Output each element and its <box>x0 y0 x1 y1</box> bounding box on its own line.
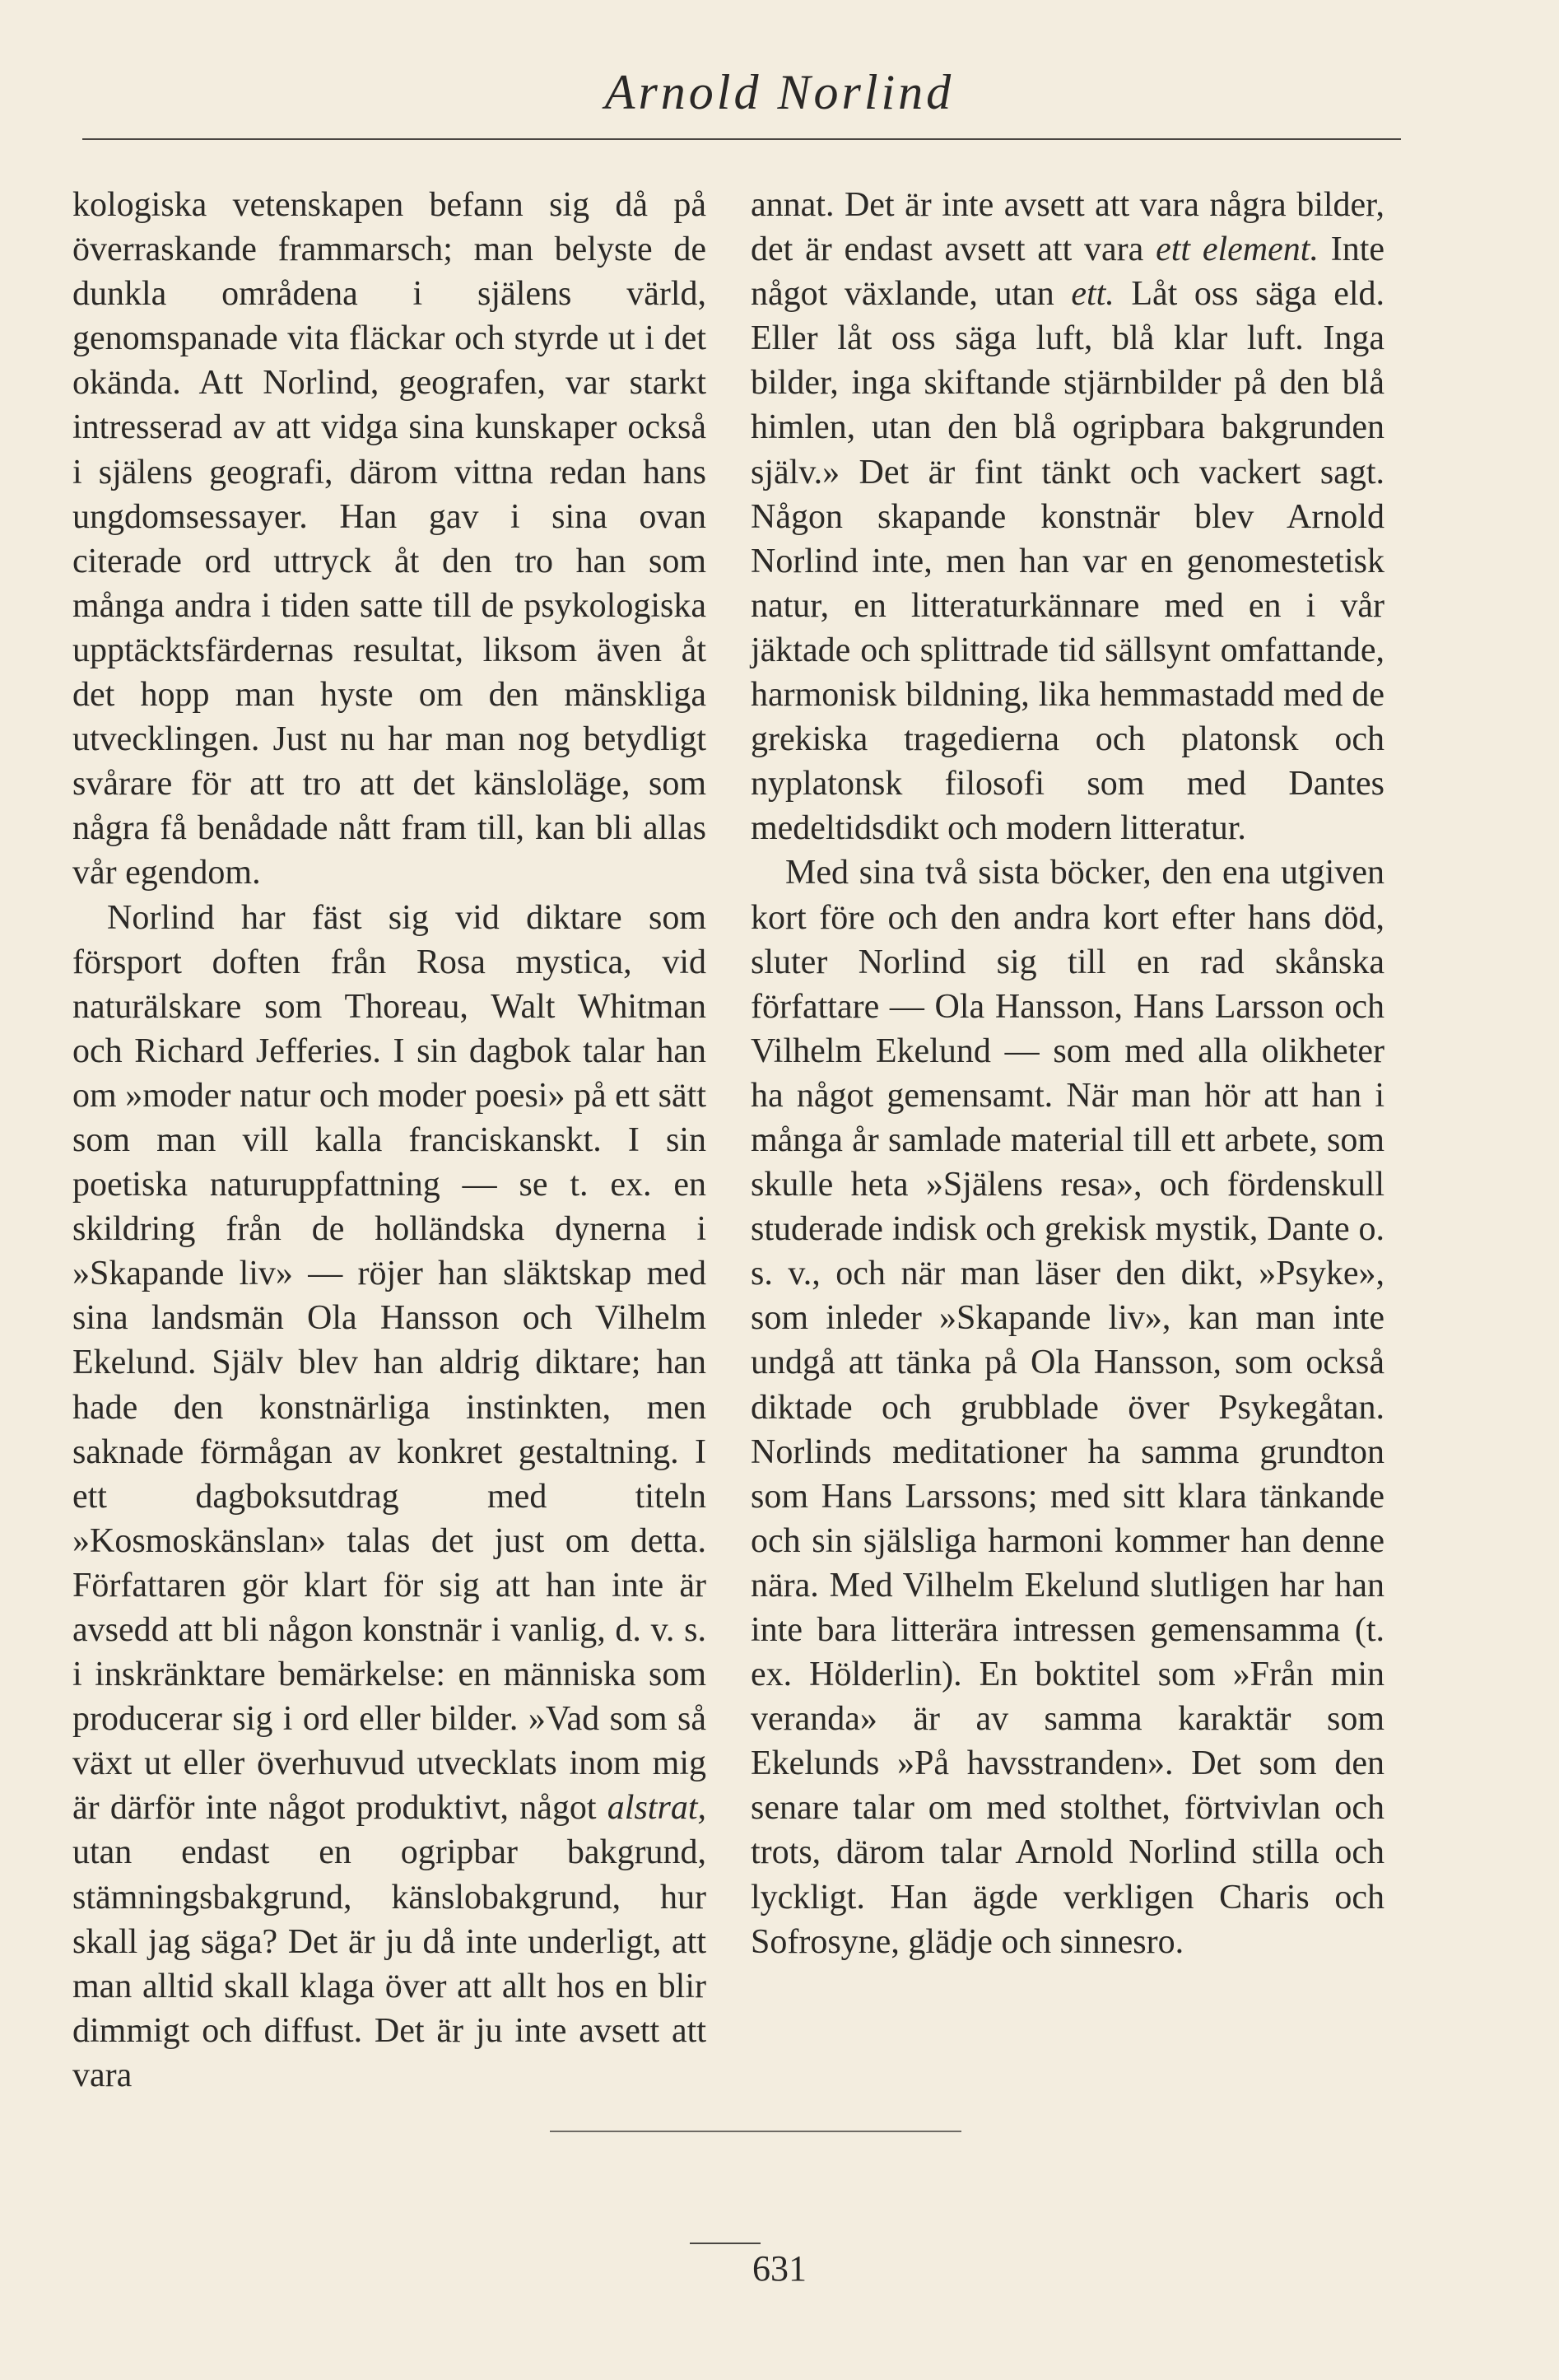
right-paragraph-1 <box>751 183 1384 850</box>
running-header-author: Arnold Norlind <box>604 65 955 119</box>
right-paragraph-1-text-b: Inte något växlande, utan <box>751 231 1385 314</box>
right-column <box>751 183 1384 1964</box>
page-number-rule <box>690 2243 761 2244</box>
left-paragraph-1: kologiska vetenskapen befann sig då på överraskande frammarsch; man belyste de dunkla områdena i själens värld, genomspanade vita fläckar och styrde ut i det okända. Att Norlind, geografen, var starkt intresserad av att vidga sina kunskaper också i själens geografi, därom vittna redan hans ungdomsessayer. Han gav i sina ovan citerade ord uttryck åt den tro han som många andra i tiden satte till de psykologiska upptäcktsfärdernas resultat, liksom även åt det hopp man hyste om den mänskliga utvecklingen. Just nu har man nog betydligt svårare för att tro att det känsloläge, som några få benådade nått fram till, kan bli allas vår egendom. <box>72 186 706 892</box>
left-paragraph-2 <box>72 896 706 2098</box>
right-paragraph-1-italic-2: ett. <box>1071 275 1115 314</box>
footer-rule <box>550 2131 961 2132</box>
right-paragraph-1-italic-1: ett element. <box>1156 231 1319 269</box>
left-paragraph-2-text-a: Norlind har fäst sig vid diktare som försport doften från Rosa mystica, vid naturälskare som Thoreau, Walt Whitman och Richard Jefferies. I sin dagbok talar han om »moder natur och moder poesi» på ett sätt som man vill kalla franciskanskt. I sin poetiska naturuppfattning — se t. ex. en skildring från de holländska dynerna i »Skapande liv» — röjer han släktskap med sina landsmän Ola Hansson och Vilhelm Ekelund. Själv blev han aldrig diktare; han hade den konstnärliga instinkten, men saknade förmågan av konkret gestaltning. I ett dagboksutdrag med titeln »Kosmoskänslan» talas det just om detta. Författaren gör klart för sig att han inte är avsedd att bli någon konstnär i vanlig, d. v. s. i inskränktare bemärkelse: en människa som producerar sig i ord eller bilder. »Vad som så växt ut eller överhuvud utvecklats inom mig är därför inte något produktivt, något <box>72 898 706 1828</box>
right-paragraph-2: Med sina två sista böcker, den ena utgiven kort före och den andra kort efter hans död, sluter Norlind sig till en rad skånska författare — Ola Hansson, Hans Larsson och Vilhelm Ekelund — som med alla olikheter ha något gemensamt. När man hör att han i många år samlade material till ett arbete, som skulle heta »Själens resa», och fördenskull studerade indisk och grekisk mystik, Dante o. s. v., och när man läser den dikt, »Psyke», som inleder »Skapande liv», kan man inte undgå att tänka på Ola Hansson, som också diktade och grubblade över Psykegåtan. Norlinds meditationer ha samma grundton som Hans Larssons; med sitt klara tänkande och sin själsliga harmoni kommer han denne nära. Med Vilhelm Ekelund slutligen har han inte bara litterära intressen gemensamma (t. ex. Hölderlin). En boktitel som »Från min veranda» är av samma karaktär som Ekelunds »På havsstranden». Det som den senare talar om med stolthet, förtvivlan och trots, därom talar Arnold Norlind stilla och lyckligt. Han ägde verkligen Charis och Sofrosyne, glädje och sinnesro. <box>751 854 1384 1961</box>
left-paragraph-2-italic: alstrat, <box>607 1789 706 1828</box>
right-paragraph-1-text-a: annat. Det är inte avsett att vara några bilder, det är endast avsett att vara <box>751 186 1384 269</box>
left-column <box>72 183 706 2098</box>
page-number: 631 <box>752 2248 807 2289</box>
header-rule <box>82 138 1401 140</box>
left-paragraph-2-text-b: utan endast en ogripbar bakgrund, stämningsbakgrund, känslobakgrund, hur skall jag säga? Det är ju då inte underligt, att man alltid skall klaga över att allt hos en blir dimmigt och diffust. Det är ju inte avsett att vara <box>72 1833 706 2094</box>
right-paragraph-1-text-c: Låt oss säga eld. Eller låt oss säga luft, blå klar luft. Inga bilder, inga skiftande stjärnbilder på den blå himlen, utan den blå ogripbara bakgrunden själv.» Det är fint tänkt och vackert sagt. Någon skapande konstnär blev Arnold Norlind inte, men han var en genomestetisk natur, en litteraturkännare med en i vår jäktade och splittrade tid sällsynt omfattande, harmonisk bildning, lika hemmastadd med de grekiska tragedierna och platonsk och nyplatonsk filosofi som med Dantes medeltidsdikt och modern litteratur. <box>751 275 1385 848</box>
